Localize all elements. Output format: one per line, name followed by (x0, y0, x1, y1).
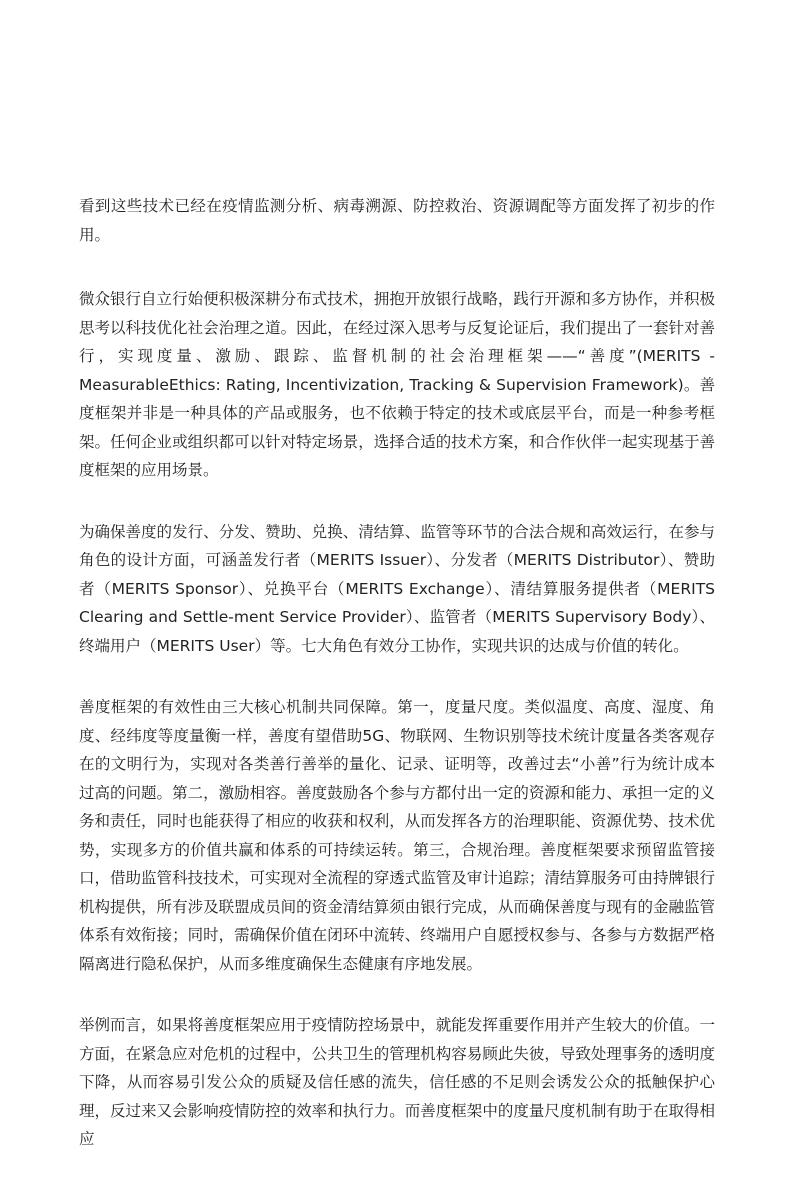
paragraph-3: 为确保善度的发行、分发、赞助、兑换、清结算、监管等环节的合法合规和高效运行，在参与角色的设计方面，可涵盖发行者（MERITS Issuer）、分发者（MERITS Distributor）、赞助者（MERITS Sponsor）、兑换平台（MERITS Exchange）、清结算服务提供者（MERITS Clearing and Settle-ment Service Provider）、监管者（MERITS Supervisory Body）、终端用户（MERITS User）等。七大角色有效分工协作，实现共识的达成与价值的转化。 (79, 522, 715, 655)
document-body (79, 192, 715, 1187)
paragraph-2: 微众银行自立行始便积极深耕分布式技术，拥抱开放银行战略，践行开源和多方协作，并积极思考以科技优化社会治理之道。因此，在经过深入思考与反复论证后，我们提出了一套针对善行，实现度量、激励、跟踪、监督机制的社会治理框架——“善度”(MERITS -MeasurableEthics: Rating, Incentivization, Tracking & Supervision Framework)。善度框架并非是一种具体的产品或服务，也不依赖于特定的技术或底层平台，而是一种参考框架。任何企业或组织都可以针对特定场景，选择合适的技术方案，和合作伙伴一起实现基于善度框架的应用场景。 (79, 290, 715, 479)
paragraph-5: 举例而言，如果将善度框架应用于疫情防控场景中，就能发挥重要作用并产生较大的价值。一方面，在紧急应对危机的过程中，公共卫生的管理机构容易顾此失彼，导致处理事务的透明度下降，从而容易引发公众的质疑及信任感的流失，信任感的不足则会诱发公众的抵触保护心理，反过来又会影响疫情防控的效率和执行力。而善度框架中的度量尺度机制有助于在取得相应 (79, 1016, 715, 1148)
paragraph-4: 善度框架的有效性由三大核心机制共同保障。第一，度量尺度。类似温度、高度、湿度、角度、经纬度等度量衡一样，善度有望借助5G、物联网、生物识别等技术统计度量各类客观存在的文明行为，实现对各类善行善举的量化、记录、证明等，改善过去“小善”行为统计成本过高的问题。第二，激励相容。善度鼓励各个参与方都付出一定的资源和能力、承担一定的义务和责任，同时也能获得了相应的收获和权利，从而发挥各方的治理职能、资源优势、技术优势，实现多方的价值共赢和体系的可持续运转。第三，合规治理。善度框架要求预留监管接口，借助监管科技技术，可实现对全流程的穿透式监管及审计追踪；清结算服务可由持牌银行机构提供，所有涉及联盟成员间的资金清结算须由银行完成，从而确保善度与现有的金融监管体系有效衔接；同时，需确保价值在闭环中流转、终端用户自愿授权参与、各参与方数据严格隔离进行隐私保护，从而多维度确保生态健康有序地发展。 (79, 698, 715, 973)
paragraph-1: 看到这些技术已经在疫情监测分析、病毒溯源、防控救治、资源调配等方面发挥了初步的作用。 (79, 197, 715, 244)
